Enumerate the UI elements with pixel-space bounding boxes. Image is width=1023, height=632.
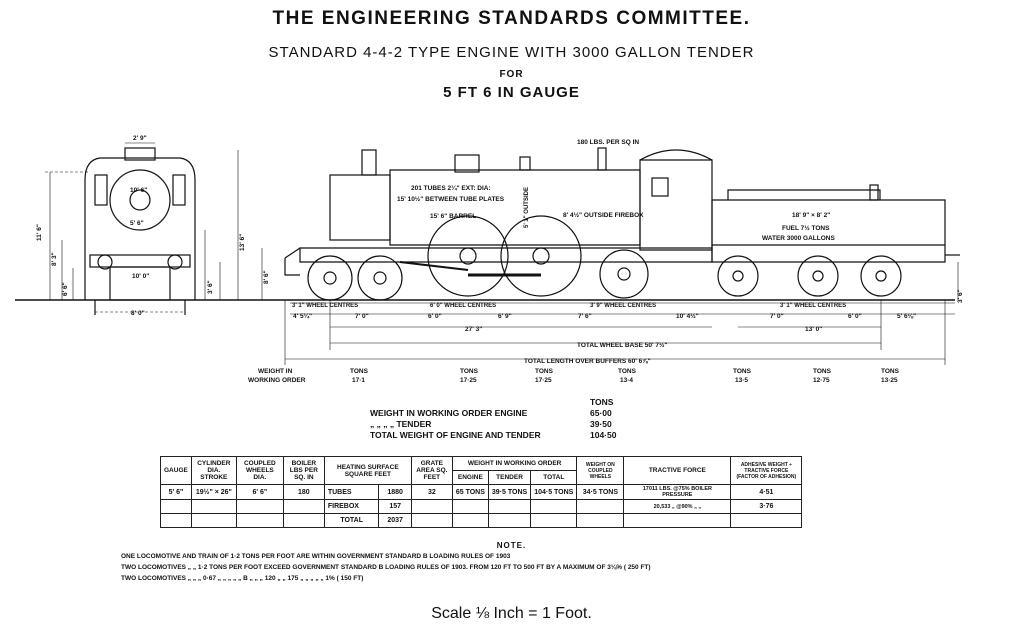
table-cell: 17011 LBS. @75% BOILER PRESSURE [624, 485, 731, 500]
table-header: ADHESIVE WEIGHT ÷ TRACTIVE FORCE (FACTOR OF ADHESION) [731, 457, 802, 485]
table-header: GAUGE [161, 457, 192, 485]
table-row [161, 485, 802, 500]
drawing-title: THE ENGINEERING STANDARDS COMMITTEE. [272, 8, 751, 29]
axle-weight: 13·25 [881, 377, 898, 384]
table-cell: 1880 [379, 485, 411, 500]
fuel-label: FUEL 7½ TONS [782, 225, 830, 232]
boiler-outside-label: 5' 1" OUTSIDE [524, 187, 530, 228]
table-cell: 32 [411, 485, 452, 500]
tender-weight: 39·50 [590, 419, 612, 429]
dim-8: 6' 0" [848, 313, 862, 320]
wheel-centres-2: 6' 0" WHEEL CENTRES [430, 303, 497, 309]
height-dim-6: 8' 6" [263, 270, 270, 284]
table-header: WEIGHT IN WORKING ORDER [452, 457, 577, 471]
pressure-label: 180 LBS. PER SQ IN [577, 139, 640, 146]
table-cell: TOTAL [324, 514, 379, 528]
total-weight-label: TOTAL WEIGHT OF ENGINE AND TENDER [370, 430, 541, 440]
dim-5: 7' 6" [578, 313, 592, 320]
tender-weight-label: „ „ „ „ TENDER [370, 419, 432, 429]
height-dim-5: 13' 6" [239, 233, 246, 251]
table-header: BOILER LBS PER SQ. IN [283, 457, 324, 485]
barrel-label: 15' 6" BARREL [430, 213, 477, 220]
wheel-centres-1: 3' 1" WHEEL CENTRES [292, 303, 359, 309]
firebox-label: 8' 4½" OUTSIDE FIREBOX [563, 212, 644, 219]
note-line: ONE LOCOMOTIVE AND TRAIN OF 1·2 TONS PER FOOT ARE WITHIN GOVERNMENT STANDARD B LOADING RULES OF 1903 [121, 553, 511, 560]
table-subheader: TOTAL [531, 471, 577, 485]
front-width-dim: 8' 0" [131, 310, 145, 317]
table-cell: 157 [379, 500, 411, 514]
axle-weights [350, 368, 900, 384]
tender-side-view [712, 185, 960, 300]
table-subheader: TENDER [488, 471, 530, 485]
table-cell: 6' 6" [236, 485, 283, 500]
axle-weight-tons: TONS [535, 368, 553, 375]
working-order-label: WORKING ORDER [248, 377, 306, 384]
wheel-centres-3: 3' 9" WHEEL CENTRES [590, 303, 657, 309]
table-row [161, 500, 802, 514]
table-cell: 5' 6" [161, 485, 192, 500]
table-cell: 20,533 „ @90% „ „ [624, 500, 731, 514]
dim-10: 27' 3" [465, 326, 483, 333]
wheel-centres-4: 3' 1" WHEEL CENTRES [780, 303, 847, 309]
dim-2: 7' 0" [355, 313, 369, 320]
table-header: TRACTIVE FORCE [624, 457, 731, 485]
weights-summary [370, 397, 616, 441]
dim-7: 7' 0" [770, 313, 784, 320]
axle-weight: 13·4 [620, 377, 634, 384]
height-dim-7: 3' 6" [957, 289, 964, 303]
table-header: WEIGHT ON COUPLED WHEELS [577, 457, 624, 485]
table-cell: 104·5 TONS [531, 485, 577, 500]
table-cell: FIREBOX [324, 500, 379, 514]
table-cell: 4·51 [731, 485, 802, 500]
table-header: COUPLED WHEELS DIA. [236, 457, 283, 485]
spec-table [160, 456, 802, 528]
axle-weight-tons: TONS [813, 368, 831, 375]
dim-9: 5' 6⅛" [897, 313, 917, 320]
for-label: FOR [499, 69, 524, 80]
table-cell: 34·5 TONS [577, 485, 624, 500]
note-line: TWO LOCOMOTIVES „ „ „ 0·67 „ „ „ „ „ B „ „ „ 120 „ „ 175 „ „ „ „ „ 1% ( 150 FT) [121, 575, 364, 582]
engine-weight: 65·00 [590, 408, 612, 418]
table-header: CYLINDER DIA. STROKE [191, 457, 236, 485]
dimension-lines [285, 300, 955, 365]
axle-weight-tons: TONS [618, 368, 636, 375]
dim-3: 6' 0" [428, 313, 442, 320]
table-row [161, 514, 802, 528]
note-heading: NOTE. [496, 541, 527, 550]
table-cell: TUBES [324, 485, 379, 500]
front-base-dim: 10' 0" [132, 273, 150, 280]
tons-heading: TONS [590, 397, 614, 407]
table-cell: 39·5 TONS [488, 485, 530, 500]
dim-6: 10' 4½" [676, 313, 699, 320]
dim-1: 4' 5¼" [293, 313, 313, 320]
weight-in-label: WEIGHT IN [258, 368, 293, 375]
front-view [45, 143, 220, 315]
table-cell: 19½" × 26" [191, 485, 236, 500]
height-dim-2: 8' 3" [51, 252, 58, 266]
dim-4: 6' 9" [498, 313, 512, 320]
gauge-label: 5 FT 6 IN GAUGE [443, 84, 580, 101]
axle-weight-tons: TONS [733, 368, 751, 375]
engine-weight-label: WEIGHT IN WORKING ORDER ENGINE [370, 408, 528, 418]
table-cell: 180 [283, 485, 324, 500]
front-inner-dim: 5' 6" [130, 220, 144, 227]
total-wheelbase-label: TOTAL WHEEL BASE 50' 7½" [577, 342, 668, 349]
axle-weight-tons: TONS [881, 368, 899, 375]
total-weight: 104·50 [590, 430, 617, 440]
table-cell: 2037 [379, 514, 411, 528]
axle-weight: 17·1 [352, 377, 366, 384]
tubes-plates-label: 15' 10½" BETWEEN TUBE PLATES [397, 196, 505, 203]
engine-side-view [238, 148, 712, 300]
axle-weight: 17·25 [535, 377, 552, 384]
note-line: TWO LOCOMOTIVES „ „ 1·2 TONS PER FOOT EXCEED GOVERNMENT STANDARD B LOADING RULES OF 1903. FROM 120 FT TO 500 FT BY A MAXIMUM OF 3⅛% ( 250 FT) [121, 564, 651, 571]
dim-11: 13' 0" [805, 326, 823, 333]
height-dim-1: 11' 6" [36, 224, 43, 241]
front-dia-dim: 10' 6" [130, 187, 148, 194]
table-header: GRATE AREA SQ. FEET [411, 457, 452, 485]
scale-label: Scale ⅛ Inch = 1 Foot. [431, 605, 592, 622]
total-length-label: TOTAL LENGTH OVER BUFFERS 60' 6⅞" [524, 358, 651, 365]
axle-weight: 13·5 [735, 377, 749, 384]
table-cell: 65 TONS [452, 485, 488, 500]
axle-weight-tons: TONS [350, 368, 368, 375]
height-dim-4: 3' 6" [207, 280, 214, 294]
axle-weight-tons: TONS [460, 368, 478, 375]
axle-weight: 12·75 [813, 377, 830, 384]
table-subheader: ENGINE [452, 471, 488, 485]
table-cell: 3·76 [731, 500, 802, 514]
height-dim-3: 6' 6" [62, 282, 69, 296]
axle-weight: 17·25 [460, 377, 477, 384]
tender-dim-label: 18' 9" × 8' 2" [792, 212, 831, 219]
front-top-dim: 2' 9" [133, 135, 147, 142]
water-label: WATER 3000 GALLONS [762, 235, 835, 242]
drawing-subtitle: STANDARD 4-4-2 TYPE ENGINE WITH 3000 GALLON TENDER [268, 44, 755, 61]
tubes-label: 201 TUBES 2¼" EXT: DIA: [411, 185, 491, 192]
table-header: HEATING SURFACE SQUARE FEET [324, 457, 411, 485]
